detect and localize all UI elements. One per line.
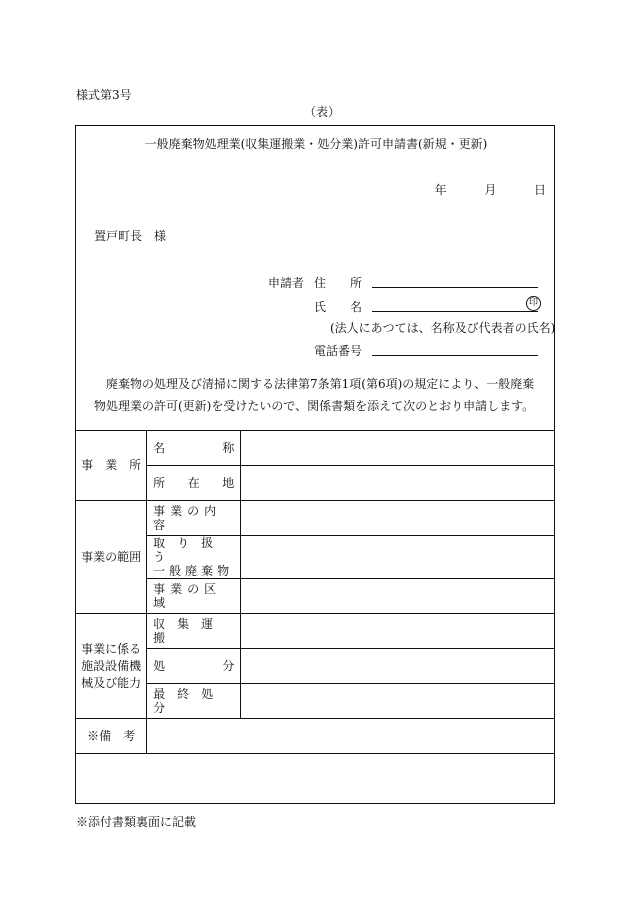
final-disposal-field[interactable] (241, 684, 555, 719)
business-area-label: 事業の区域 (147, 579, 241, 614)
phone-label: 電話番号 (314, 344, 363, 358)
corporate-note: (法人にあつては、名称及び代表者の氏名) (330, 321, 556, 335)
application-form (75, 125, 555, 804)
table-row (76, 579, 555, 614)
office-location-label: 所 在 地 (147, 466, 241, 501)
address-field[interactable] (372, 287, 538, 288)
form-title: 一般廃棄物処理業(収集運搬業・処分業)許可申請書(新規・更新) (144, 137, 488, 151)
address-label: 住 所 (314, 276, 363, 290)
office-name-field[interactable] (241, 431, 555, 466)
collection-transport-label: 収集運搬 (147, 614, 241, 649)
disposal-field[interactable] (241, 649, 555, 684)
name-field[interactable] (372, 311, 538, 312)
table-row (76, 649, 555, 684)
form-number: 様式第3号 (76, 88, 132, 102)
collection-transport-field[interactable] (241, 614, 555, 649)
remarks-field[interactable] (147, 719, 555, 754)
office-location-field[interactable] (241, 466, 555, 501)
footnote: ※添付書類裏面に記載 (76, 815, 197, 829)
office-name-label: 名 称 (147, 431, 241, 466)
business-area-field[interactable] (241, 579, 555, 614)
waste-handled-field[interactable] (241, 536, 555, 579)
year-label: 年 (434, 183, 447, 197)
table-row (76, 719, 555, 754)
disposal-label: 処 分 (147, 649, 241, 684)
final-disposal-label: 最終処分 (147, 684, 241, 719)
declaration-text: 廃棄物の処理及び清掃に関する法律第7条第1項(第6項)の規定により、一般廃棄物処理業の許可(更新)を受けたいので、関係書類を添えて次のとおり申請します。 (94, 377, 535, 413)
table-row (76, 684, 555, 719)
phone-field[interactable] (372, 355, 538, 356)
facilities-category: 事業に係る 施設設備機 械及び能力 (76, 614, 147, 719)
applicant-label: 申請者 (268, 276, 305, 290)
seal-mark: 印 (526, 296, 541, 311)
business-content-field[interactable] (241, 501, 555, 536)
addressee: 置戸町長 様 (94, 229, 167, 243)
business-content-label: 事業の内容 (147, 501, 241, 536)
waste-handled-label: 取 り 扱 う 一般廃棄物 (147, 536, 241, 579)
details-table (75, 430, 555, 754)
table-row (76, 501, 555, 536)
month-label: 月 (484, 183, 497, 197)
table-row (76, 466, 555, 501)
office-category: 事 業 所 (76, 431, 147, 501)
scope-category: 事業の範囲 (76, 501, 147, 614)
date-line (435, 181, 546, 198)
table-row (76, 536, 555, 579)
day-label: 日 (533, 183, 546, 197)
table-row (76, 431, 555, 466)
name-label: 氏 名 (314, 300, 363, 314)
table-row (76, 614, 555, 649)
side-label: （表） (304, 105, 341, 119)
remarks-label: ※備 考 (76, 719, 147, 754)
